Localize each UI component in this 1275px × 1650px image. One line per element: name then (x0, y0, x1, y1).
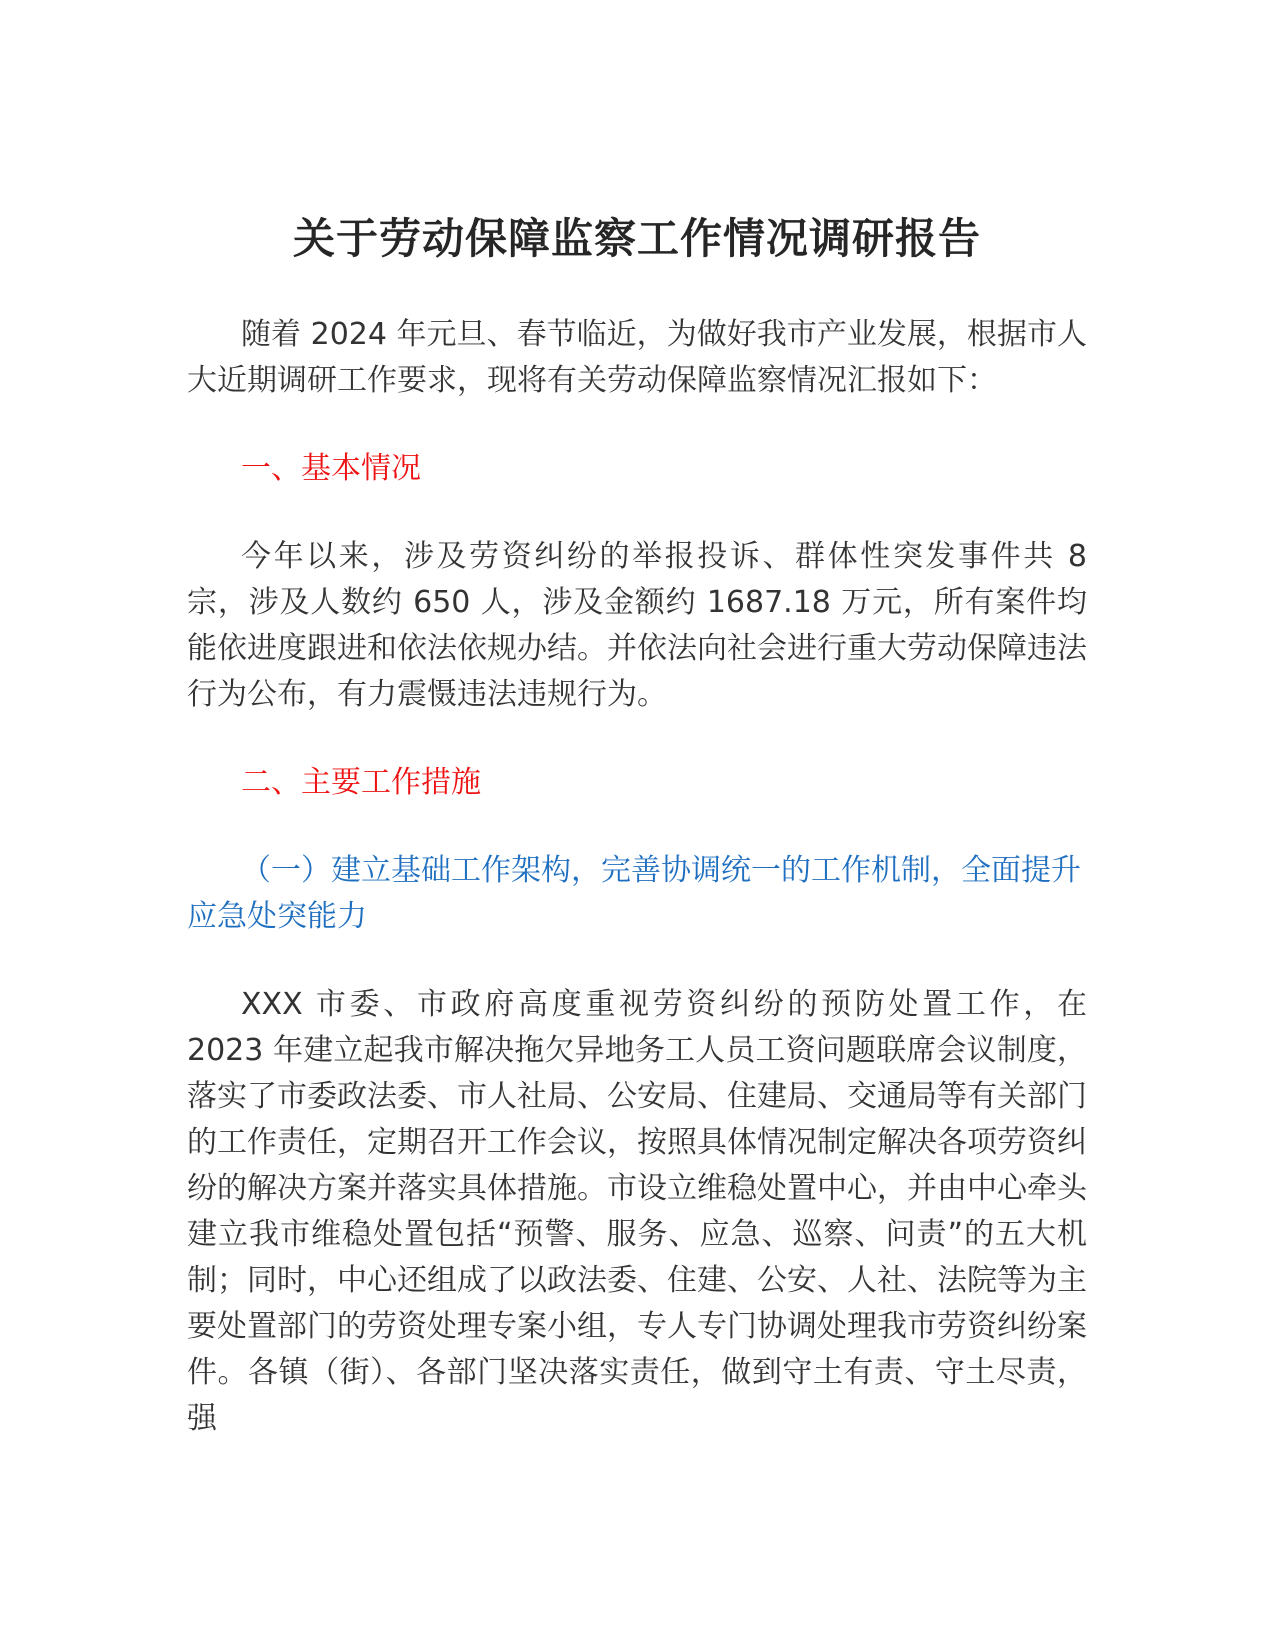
subsection-heading-framework: （一）建立基础工作架构，完善协调统一的工作机制，全面提升应急处突能力 (187, 853, 1081, 934)
basic-situation-paragraph: 今年以来，涉及劳资纠纷的举报投诉、群体性突发事件共 8 宗，涉及人数约 650 人，涉及金额约 1687.18 万元，所有案件均能依进度跟进和依法依规办结。并依法向社会进行重大劳动保障违法行为公布，有力震慑违法违规行为。 (187, 539, 1087, 712)
framework-paragraph: XXX 市委、市政府高度重视劳资纠纷的预防处置工作，在 2023 年建立起我市解决拖欠异地务工人员工资问题联席会议制度，落实了市委政法委、市人社局、公安局、住建局、交通局等有关部门的工作责任，定期召开工作会议，按照具体情况制定解决各项劳资纠纷的解决方案并落实具体措施。市设立维稳处置中心，并由中心牵头建立我市维稳处置包括“预警、服务、应急、巡察、问责”的五大机制；同时，中心还组成了以政法委、住建、公安、人社、法院等为主要处置部门的劳资处理专案小组，专人专门协调处理我市劳资纠纷案件。各镇（街）、各部门坚决落实责任，做到守土有责、守土尽责，强 (187, 987, 1087, 1436)
section-heading-basic-situation: 一、基本情况 (241, 451, 421, 486)
intro-paragraph: 随着 2024 年元旦、春节临近，为做好我市产业发展，根据市人大近期调研工作要求，现将有关劳动保障监察情况汇报如下： (187, 317, 1087, 398)
section-heading-main-measures: 二、主要工作措施 (241, 765, 481, 800)
document-body (187, 210, 1087, 1442)
document-title: 关于劳动保障监察工作情况调研报告 (292, 214, 981, 263)
